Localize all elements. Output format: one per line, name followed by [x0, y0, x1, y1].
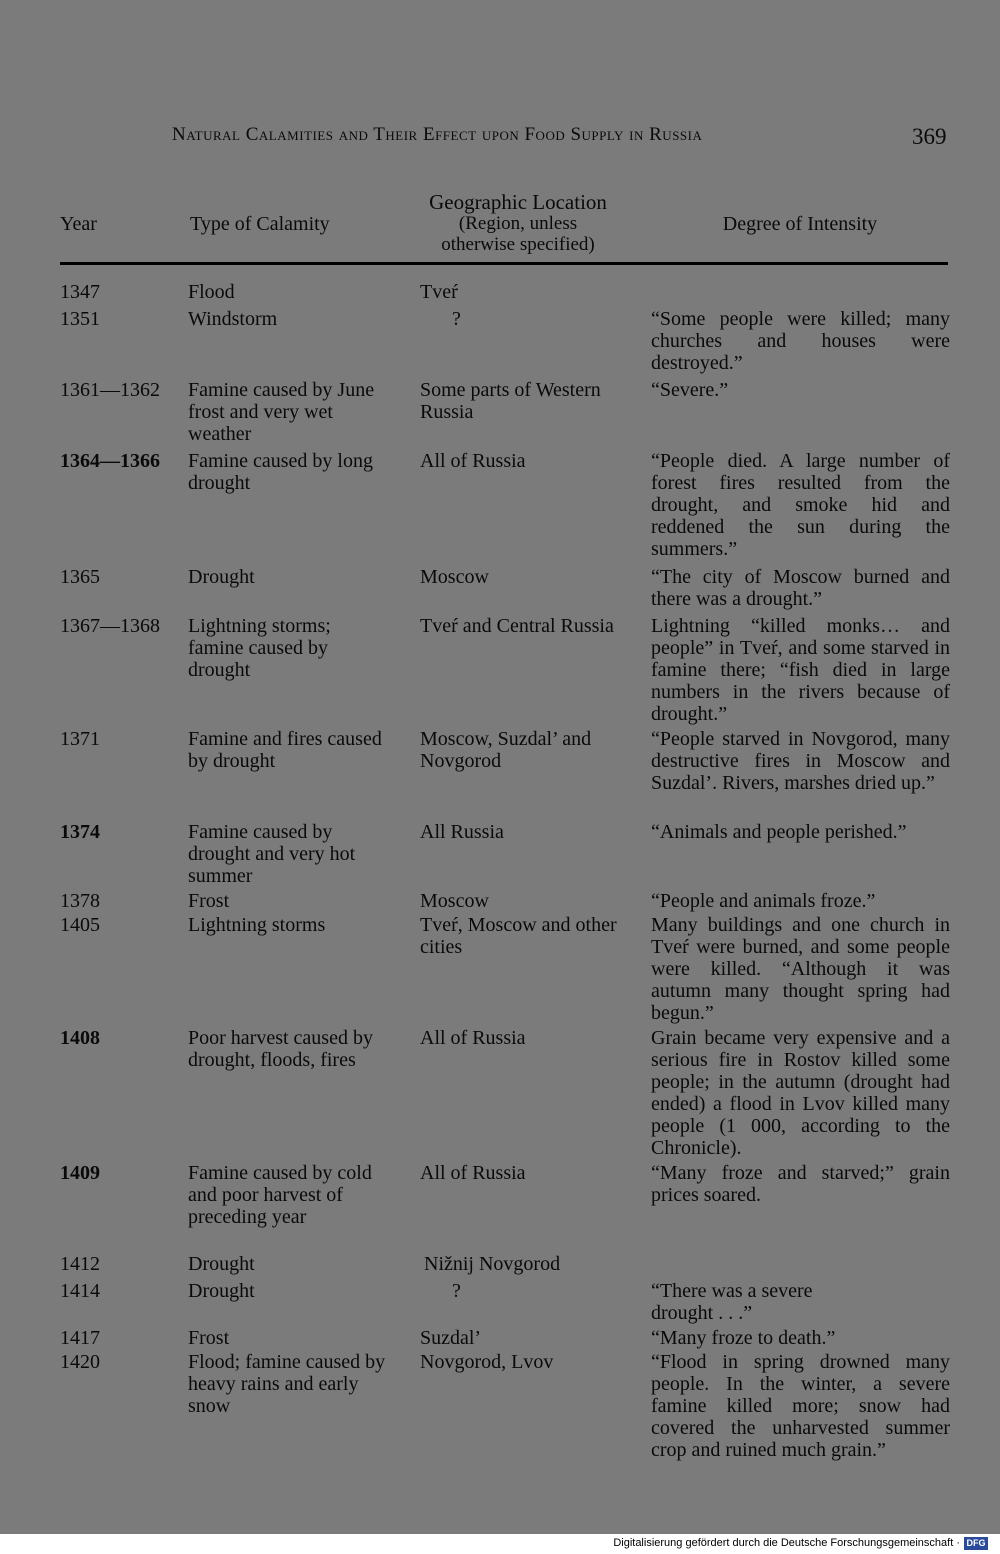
location-cell: Novgorod, Lvov	[420, 1351, 554, 1373]
type-cell: Lightning storms; famine caused by drought	[188, 615, 331, 681]
type-cell: Drought	[188, 566, 255, 588]
year-cell: 1414	[60, 1280, 100, 1302]
location-cell: All of Russia	[420, 450, 526, 472]
year-cell: 1409	[60, 1162, 100, 1184]
location-cell: ?	[452, 308, 461, 330]
year-cell: 1408	[60, 1027, 100, 1049]
location-cell: Tveŕ	[420, 281, 458, 303]
degree-cell: “Animals and people perished.”	[651, 821, 907, 843]
degree-cell: “People died. A large number of forest fires resulted from the drought, and smoke hid and reddened the sun during the summers.”	[651, 450, 950, 560]
degree-cell: “Flood in spring drowned many people. In the winter, a severe famine killed more; snow had covered the unharvested summer crop and ruined much grain.”	[651, 1351, 950, 1461]
header-year: Year	[60, 213, 97, 235]
year-cell: 1361—1362	[60, 379, 160, 401]
year-cell: 1347	[60, 281, 100, 303]
type-cell: Famine caused by drought and very hot summer	[188, 821, 356, 887]
degree-cell: Lightning “killed monks… and people” in Tveŕ, and some starved in famine there; “fish died in large numbers in the rivers because of drought.”	[651, 615, 950, 725]
type-cell: Famine caused by June frost and very wet weather	[188, 379, 375, 445]
location-cell: Moscow, Suzdal’ and Novgorod	[420, 728, 592, 772]
digitization-credit: Digitalisierung gefördert durch die Deutsche Forschungsgemeinschaft ·	[613, 1537, 960, 1549]
page-number: 369	[912, 124, 947, 149]
location-cell: ?	[452, 1280, 461, 1302]
location-cell: All of Russia	[420, 1027, 526, 1049]
year-cell: 1365	[60, 566, 100, 588]
header-location-sub1: (Region, unless	[458, 213, 578, 234]
location-cell: Some parts of Western Russia	[420, 379, 601, 423]
type-cell: Famine caused by long drought	[188, 450, 373, 494]
running-head: Natural Calamities and Their Effect upon Food Supply in Russia	[172, 124, 703, 145]
type-cell: Frost	[188, 1327, 230, 1349]
type-cell: Famine caused by cold and poor harvest of preceding year	[188, 1162, 372, 1228]
year-cell: 1378	[60, 890, 100, 912]
year-cell: 1405	[60, 914, 100, 936]
dfg-logo: DFG	[964, 1537, 988, 1550]
year-cell: 1420	[60, 1351, 100, 1373]
header-location-sub2: otherwise specified)	[441, 234, 595, 255]
degree-cell: “Some people were killed; many churches and houses were destroyed.”	[651, 308, 950, 374]
type-cell: Poor harvest caused by drought, floods, fires	[188, 1027, 373, 1071]
type-cell: Lightning storms	[188, 914, 326, 936]
location-cell: Moscow	[420, 890, 489, 912]
location-cell: All Russia	[420, 821, 504, 843]
degree-cell: “People and animals froze.”	[651, 890, 876, 912]
degree-cell: “Many froze and starved;” grain prices soared.	[651, 1162, 950, 1206]
location-cell: Tveŕ, Moscow and other cities	[420, 914, 617, 958]
footer-bar	[0, 1534, 1000, 1554]
year-cell: 1374	[60, 821, 100, 843]
location-cell: All of Russia	[420, 1162, 526, 1184]
type-cell: Drought	[188, 1280, 255, 1302]
year-cell: 1351	[60, 308, 100, 330]
year-cell: 1412	[60, 1253, 100, 1275]
degree-cell: “The city of Moscow burned and there was a drought.”	[651, 566, 950, 610]
degree-cell: “Severe.”	[651, 379, 729, 401]
degree-cell: “There was a severe drought . . .”	[651, 1280, 813, 1324]
header-location-main: Geographic Location	[429, 190, 607, 214]
type-cell: Flood; famine caused by heavy rains and early snow	[188, 1351, 386, 1417]
location-cell: Nižnij Novgorod	[424, 1253, 561, 1275]
type-cell: Frost	[188, 890, 230, 912]
degree-cell: Many buildings and one church in Tveŕ were burned, and some people were killed. “Although it was autumn many thought spring had begun.”	[651, 914, 950, 1024]
type-cell: Flood	[188, 281, 235, 303]
degree-cell: Grain became very expensive and a serious fire in Rostov killed some people; in the autumn (drought had ended) a flood in Lvov killed many people (1 000, according to the Chronicle).	[651, 1027, 950, 1159]
year-cell: 1364—1366	[60, 450, 160, 472]
header-degree: Degree of Intensity	[722, 213, 878, 235]
year-cell: 1367—1368	[60, 615, 160, 637]
type-cell: Famine and fires caused by drought	[188, 728, 382, 772]
location-cell: Suzdal’	[420, 1327, 482, 1349]
type-cell: Drought	[188, 1253, 255, 1275]
header-type: Type of Calamity	[190, 213, 330, 235]
degree-cell: “Many froze to death.”	[651, 1327, 836, 1349]
location-cell: Moscow	[420, 566, 489, 588]
year-cell: 1417	[60, 1327, 100, 1349]
location-cell: Tveŕ and Central Russia	[420, 615, 614, 637]
type-cell: Windstorm	[188, 308, 278, 330]
year-cell: 1371	[60, 728, 100, 750]
degree-cell: “People starved in Novgorod, many destructive fires in Moscow and Suzdal’. Rivers, marshes dried up.”	[651, 728, 950, 794]
